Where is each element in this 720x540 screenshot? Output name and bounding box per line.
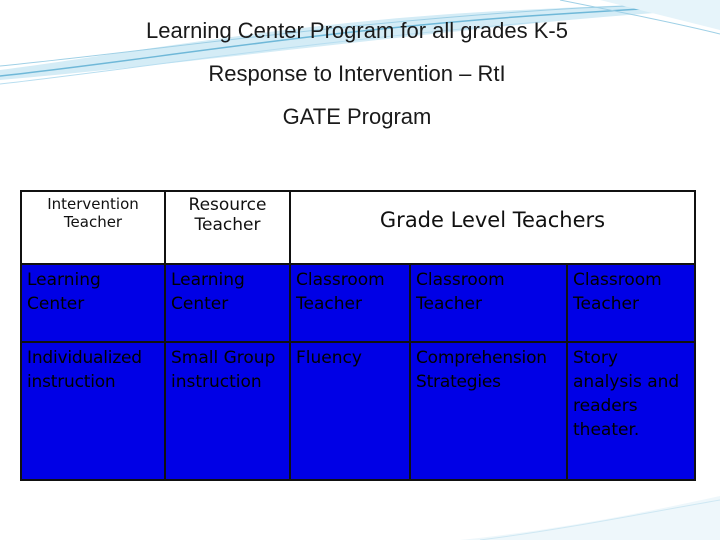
table-header-row [21, 191, 695, 264]
table-cell: Small Group instruction [165, 342, 290, 480]
table-cell: Classroom Teacher [567, 264, 695, 342]
table-cell: Learning Center [21, 264, 165, 342]
table-cell: Comprehension Strategies [410, 342, 567, 480]
table-cell: Individualized instruction [21, 342, 165, 480]
table-cell: Fluency [290, 342, 410, 480]
decorative-swoosh-top [0, 0, 720, 110]
title-line-1: Learning Center Program for all grades K-5 [146, 18, 568, 43]
table-row [21, 264, 695, 342]
table-cell: Learning Center [165, 264, 290, 342]
table-row [21, 342, 695, 480]
title-line-2: Response to Intervention – RtI [208, 61, 506, 86]
program-table [20, 190, 696, 481]
table-cell: Classroom Teacher [410, 264, 567, 342]
title-line-3: GATE Program [282, 104, 432, 129]
header-intervention-teacher: Intervention Teacher [21, 191, 165, 264]
header-resource-teacher: Resource Teacher [165, 191, 290, 264]
table-cell: Classroom Teacher [290, 264, 410, 342]
header-grade-level-teachers: Grade Level Teachers [290, 191, 695, 264]
table-cell: Story analysis and readers theater. [567, 342, 695, 480]
